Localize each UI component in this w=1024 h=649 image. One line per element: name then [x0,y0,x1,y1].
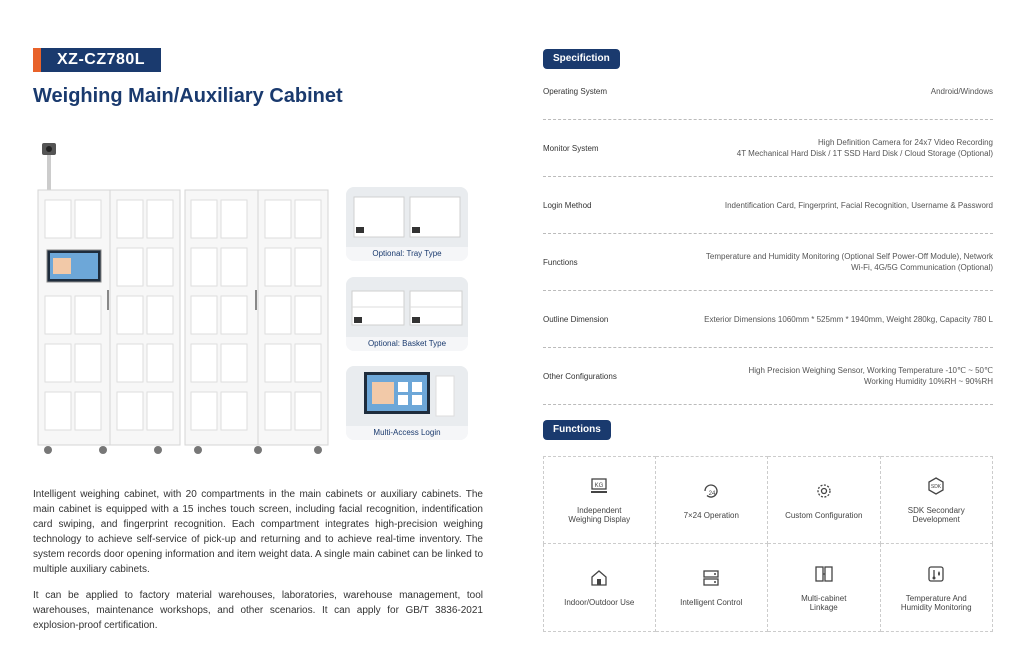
function-item [768,456,881,544]
function-item [768,544,881,632]
spec-row-other [543,348,993,405]
cabinet-illustration [33,140,333,460]
custom-config-icon [814,481,834,501]
function-label: SDK Secondary Development [907,506,965,524]
function-label: Temperature And Humidity Monitoring [900,593,972,612]
spec-row-monitor [543,120,993,177]
model-tag [33,48,161,72]
function-label: Multi-cabinet Linkage [801,593,847,612]
option-card-basket [346,277,468,351]
spec-row-login [543,177,993,234]
spec-key: Other Configurations [543,371,617,381]
login-caption: Multi-Access Login [346,426,468,440]
spec-key: Functions [543,257,578,267]
multi-cabinet-icon [814,564,834,584]
spec-value: Indentification Card, Fingerprint, Facial Recognition, Username & Password [724,200,993,210]
function-label: 7×24 Operation [683,510,739,520]
functions-grid [543,456,993,632]
temp-humidity-icon [926,564,946,584]
24h-icon [701,481,721,501]
tray-image [346,187,468,247]
function-label: Intelligent Control [680,598,743,607]
description-paragraph-2: It can be applied to factory material warehouses, laboratories, warehouse management, tool warehouses, maintenance workshops, and other scenarios. It can apply for GB/T 3836-2021 explosion-proof certification. [33,590,483,631]
function-label: Independent Weighing Display [568,506,631,524]
option-card-tray [346,187,468,261]
spec-key: Login Method [543,200,592,210]
function-item [656,544,769,632]
functions-heading: Functions [543,420,611,440]
function-item [881,544,994,632]
function-label: Custom Configuration [785,510,863,520]
spec-key: Outline Dimension [543,314,609,324]
indoor-outdoor-icon [589,568,609,588]
weighing-display-icon [589,476,609,496]
spec-heading: Specifiction [543,49,620,69]
model-tag-accent [33,48,41,72]
tray-caption: Optional: Tray Type [346,247,468,261]
spec-row-functions [543,234,993,291]
login-image [346,366,468,426]
spec-row-dimension [543,291,993,348]
spec-key: Monitor System [543,143,599,153]
option-card-login [346,366,468,440]
spec-value: Exterior Dimensions 1060mm * 525mm * 1940mm, Weight 280kg, Capacity 780 L [704,314,993,324]
function-item [656,456,769,544]
spec-value: High Precision Weighing Sensor, Working Temperature -10℃ ~ 50℃ Working Humidity 10%RH ~ 90%RH [748,366,993,386]
spec-value: Android/Windows [930,86,993,96]
svg-text:KG: KG [594,483,604,489]
spec-key: Operating System [543,86,608,96]
function-label: Indoor/Outdoor Use [564,598,635,607]
spec-row-os [543,63,993,120]
page-title: Weighing Main/Auxiliary Cabinet [33,85,343,107]
svg-text:SDK: SDK [931,484,942,490]
description-paragraph-1: Intelligent weighing cabinet, with 20 compartments in the main cabinets or auxiliary cabinets. The main cabinet is equipped with a 15 inches touch screen, including facial recognition, indentification card swiping, and fingerprint recognition. Each compartment integrates high-precision weighing technology to achieve self-service of pick-up and returning and to achieve real-time inventory. The system records door opening information and item weight data. A single main cabinet can be linked to multiple auxiliary cabinets. [33,489,483,575]
basket-image [346,277,468,337]
model-number: XZ-CZ780L [41,48,161,72]
svg-text:24: 24 [708,490,716,497]
function-item [881,456,994,544]
intelligent-control-icon [701,568,721,588]
spec-value: Temperature and Humidity Monitoring (Optional Self Power-Off Module), Network Wi-Fi, 4G/5G Communication (Optional) [705,252,993,272]
basket-caption: Optional: Basket Type [346,337,468,351]
function-item [543,544,656,632]
spec-value: High Definition Camera for 24x7 Video Recording 4T Mechanical Hard Disk / 1T SSD Hard Disk / Cloud Storage (Optional) [736,138,993,158]
sdk-icon [926,476,946,496]
function-item [543,456,656,544]
